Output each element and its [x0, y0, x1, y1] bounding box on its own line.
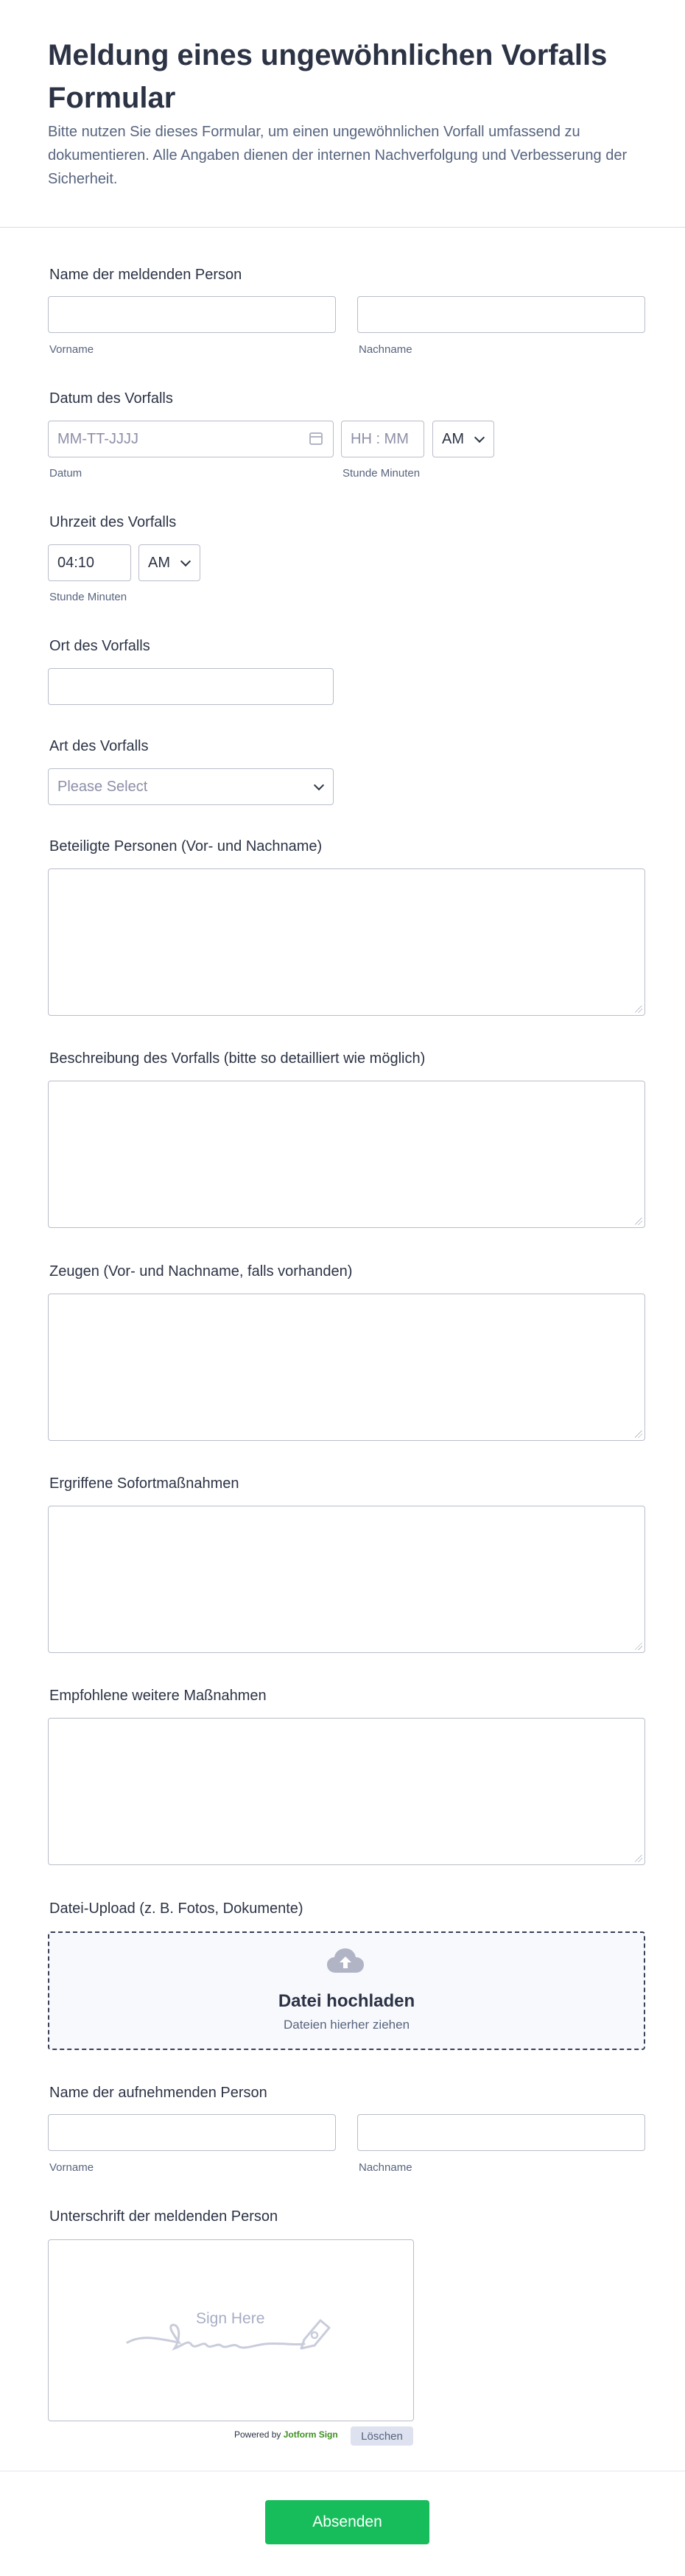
incident-date-time-input[interactable]: [341, 421, 424, 457]
reporter-first-name-sublabel: Vorname: [49, 343, 94, 356]
recommended-actions-label: Empfohlene weitere Maßnahmen: [49, 1688, 267, 1704]
immediate-actions-label: Ergriffene Sofortmaßnahmen: [49, 1475, 239, 1492]
signature-placeholder: Sign Here: [196, 2310, 265, 2327]
signature-clear-button[interactable]: Löschen: [351, 2426, 413, 2446]
incident-time-ampm-select[interactable]: [138, 544, 200, 581]
powered-by-brand: Jotform Sign: [283, 2429, 338, 2440]
resize-handle-icon[interactable]: [635, 1855, 642, 1862]
reporter-last-name-sublabel: Nachname: [359, 343, 412, 356]
description-textarea[interactable]: [48, 1081, 645, 1228]
receiver-last-name-input[interactable]: [357, 2114, 645, 2151]
recommended-actions-textarea[interactable]: [48, 1718, 645, 1865]
incident-date-time-placeholder: HH : MM: [351, 430, 409, 447]
incident-date-label: Datum des Vorfalls: [49, 390, 173, 407]
incident-date-ampm-value: AM: [442, 430, 464, 447]
chevron-down-icon: [474, 432, 485, 443]
incident-time-value: 04:10: [57, 554, 95, 571]
cloud-upload-icon: [327, 1948, 364, 1973]
immediate-actions-textarea[interactable]: [48, 1506, 645, 1653]
form-title: Meldung eines ungewöhnlichen Vorfalls Formular: [48, 39, 608, 114]
resize-handle-icon[interactable]: [635, 1006, 642, 1013]
location-label: Ort des Vorfalls: [49, 638, 150, 654]
powered-by-prefix: Powered by: [234, 2429, 281, 2440]
incident-time-label: Uhrzeit des Vorfalls: [49, 514, 177, 530]
receiver-name-label: Name der aufnehmenden Person: [49, 2085, 267, 2101]
receiver-first-name-sublabel: Vorname: [49, 2161, 94, 2174]
incident-date-placeholder: MM-TT-JJJJ: [57, 430, 138, 447]
witnesses-label: Zeugen (Vor- und Nachname, falls vorhanden): [49, 1263, 353, 1280]
incident-date-input[interactable]: [48, 421, 334, 457]
reporter-name-label: Name der meldenden Person: [49, 267, 242, 283]
form-header: [0, 0, 685, 228]
location-input[interactable]: [48, 668, 334, 705]
incident-type-select[interactable]: [48, 768, 334, 805]
description-label: Beschreibung des Vorfalls (bitte so detailliert wie möglich): [49, 1050, 426, 1067]
receiver-last-name-sublabel: Nachname: [359, 2161, 412, 2174]
involved-persons-label: Beteiligte Personen (Vor- und Nachname): [49, 838, 323, 854]
incident-type-placeholder: Please Select: [57, 778, 148, 795]
form-subtitle: Bitte nutzen Sie dieses Formular, um einen ungewöhnlichen Vorfall umfassend zu dokumentieren. Alle Angaben dienen der internen Nachverfolgung und Verbesserung der Sicherheit.: [48, 124, 628, 187]
submit-button[interactable]: Absenden: [265, 2500, 429, 2544]
file-upload-subtitle: Dateien hierher ziehen: [283, 2018, 410, 2032]
powered-by-text: [234, 2429, 338, 2440]
chevron-down-icon: [180, 556, 191, 566]
file-upload-label: Datei-Upload (z. B. Fotos, Dokumente): [49, 1901, 303, 1917]
calendar-icon[interactable]: [309, 432, 323, 445]
file-upload-title: Datei hochladen: [278, 1991, 415, 2011]
resize-handle-icon[interactable]: [635, 1643, 642, 1650]
chevron-down-icon: [314, 780, 324, 790]
witnesses-textarea[interactable]: [48, 1294, 645, 1441]
incident-type-label: Art des Vorfalls: [49, 738, 149, 754]
resize-handle-icon[interactable]: [635, 1218, 642, 1225]
receiver-first-name-input[interactable]: [48, 2114, 336, 2151]
incident-date-sublabel: Datum: [49, 467, 82, 480]
incident-time-sublabel: Stunde Minuten: [49, 591, 127, 603]
incident-date-ampm-select[interactable]: [432, 421, 494, 457]
resize-handle-icon[interactable]: [635, 1431, 642, 1438]
incident-time-input[interactable]: [48, 544, 131, 581]
incident-time-ampm-value: AM: [148, 554, 170, 571]
incident-date-time-sublabel: Stunde Minuten: [342, 467, 421, 480]
signature-label: Unterschrift der meldenden Person: [49, 2208, 278, 2225]
involved-persons-textarea[interactable]: [48, 868, 645, 1016]
reporter-first-name-input[interactable]: [48, 296, 336, 333]
reporter-last-name-input[interactable]: [357, 296, 645, 333]
